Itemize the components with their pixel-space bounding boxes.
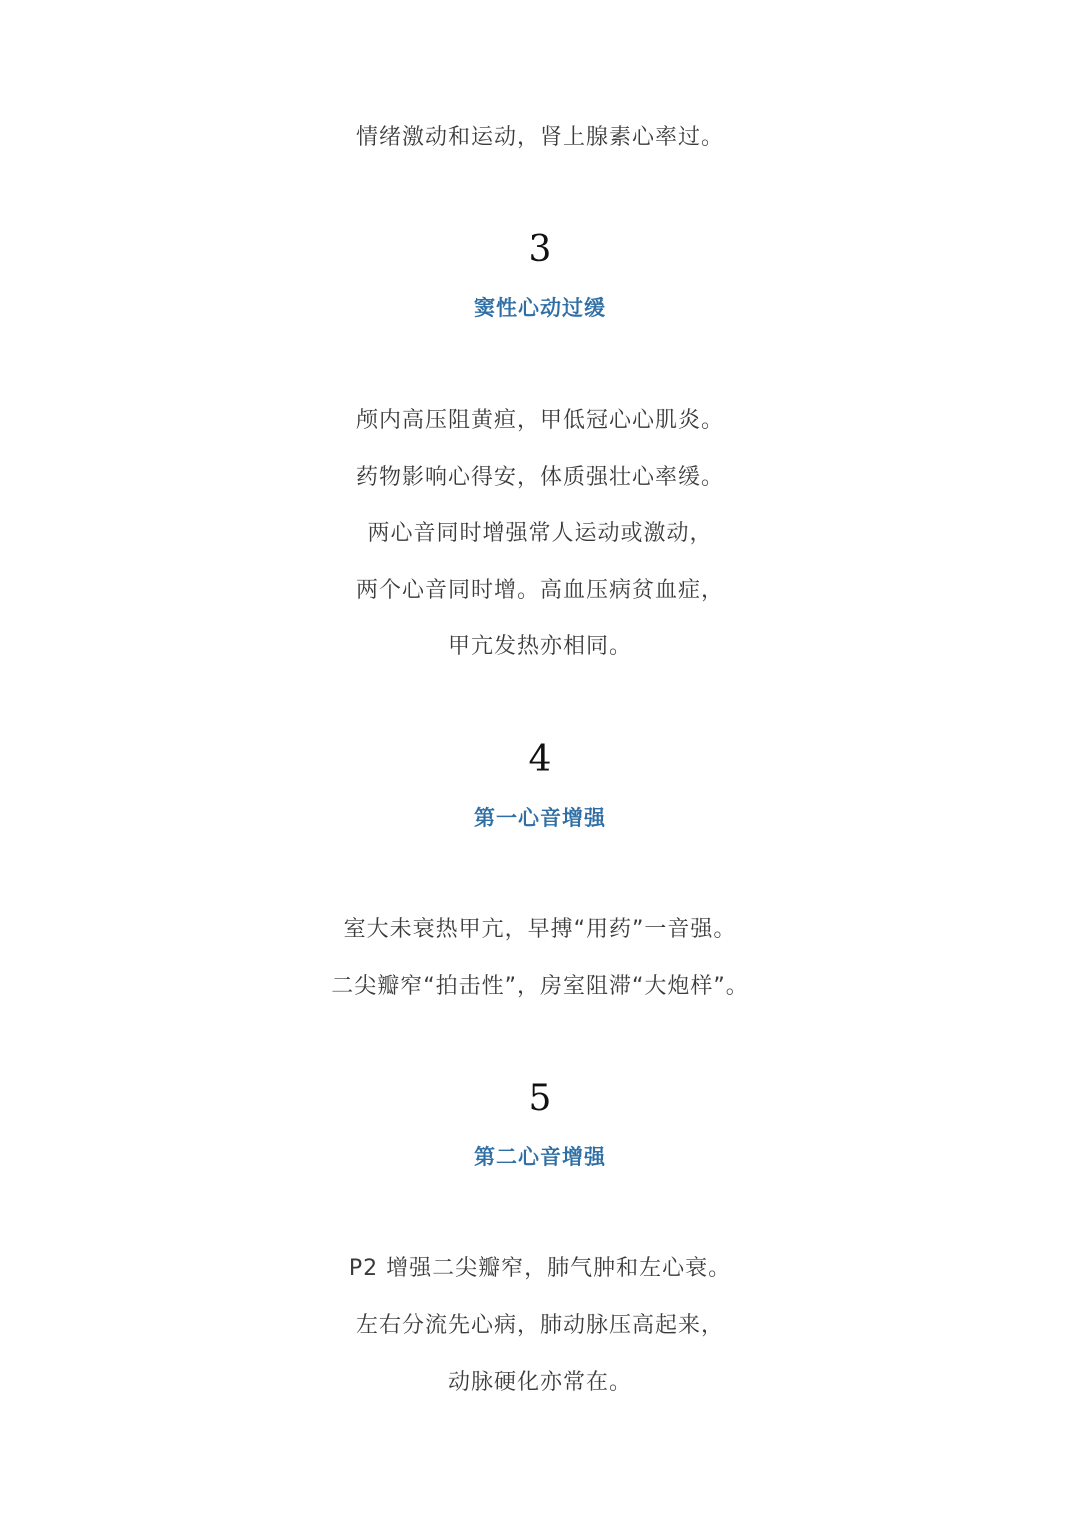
verse-line: 二尖瓣窄“拍击性”，房室阻滞“大炮样”。 [331,974,749,999]
verse-line: 颅内高压阻黄疸，甲低冠心心肌炎。 [355,408,724,433]
verse-line: P2 增强二尖瓣窄，肺气肿和左心衰。 [348,1256,732,1281]
section-number: 3 [528,229,552,270]
section-title: 第一心音增强 [474,806,606,830]
section-number: 5 [528,1078,552,1119]
verse-line: 左右分流先心病，肺动脉压高起来， [355,1313,724,1338]
verse-line: 两个心音同时增。高血压病贫血症， [355,578,724,603]
intro-line: 情绪激动和运动，肾上腺素心率过。 [355,125,724,150]
verse-line: 室大未衰热甲亢，早搏“用药”一音强。 [343,917,737,942]
section-title: 第二心音增强 [474,1145,606,1169]
section-number: 4 [528,739,552,780]
verse-line: 动脉硬化亦常在。 [447,1370,632,1395]
section-title: 窦性心动过缓 [474,296,606,320]
verse-line: 两心音同时增强常人运动或激动， [367,521,713,546]
verse-line: 药物影响心得安，体质强壮心率缓。 [355,465,724,490]
verse-line: 甲亢发热亦相同。 [447,634,632,659]
